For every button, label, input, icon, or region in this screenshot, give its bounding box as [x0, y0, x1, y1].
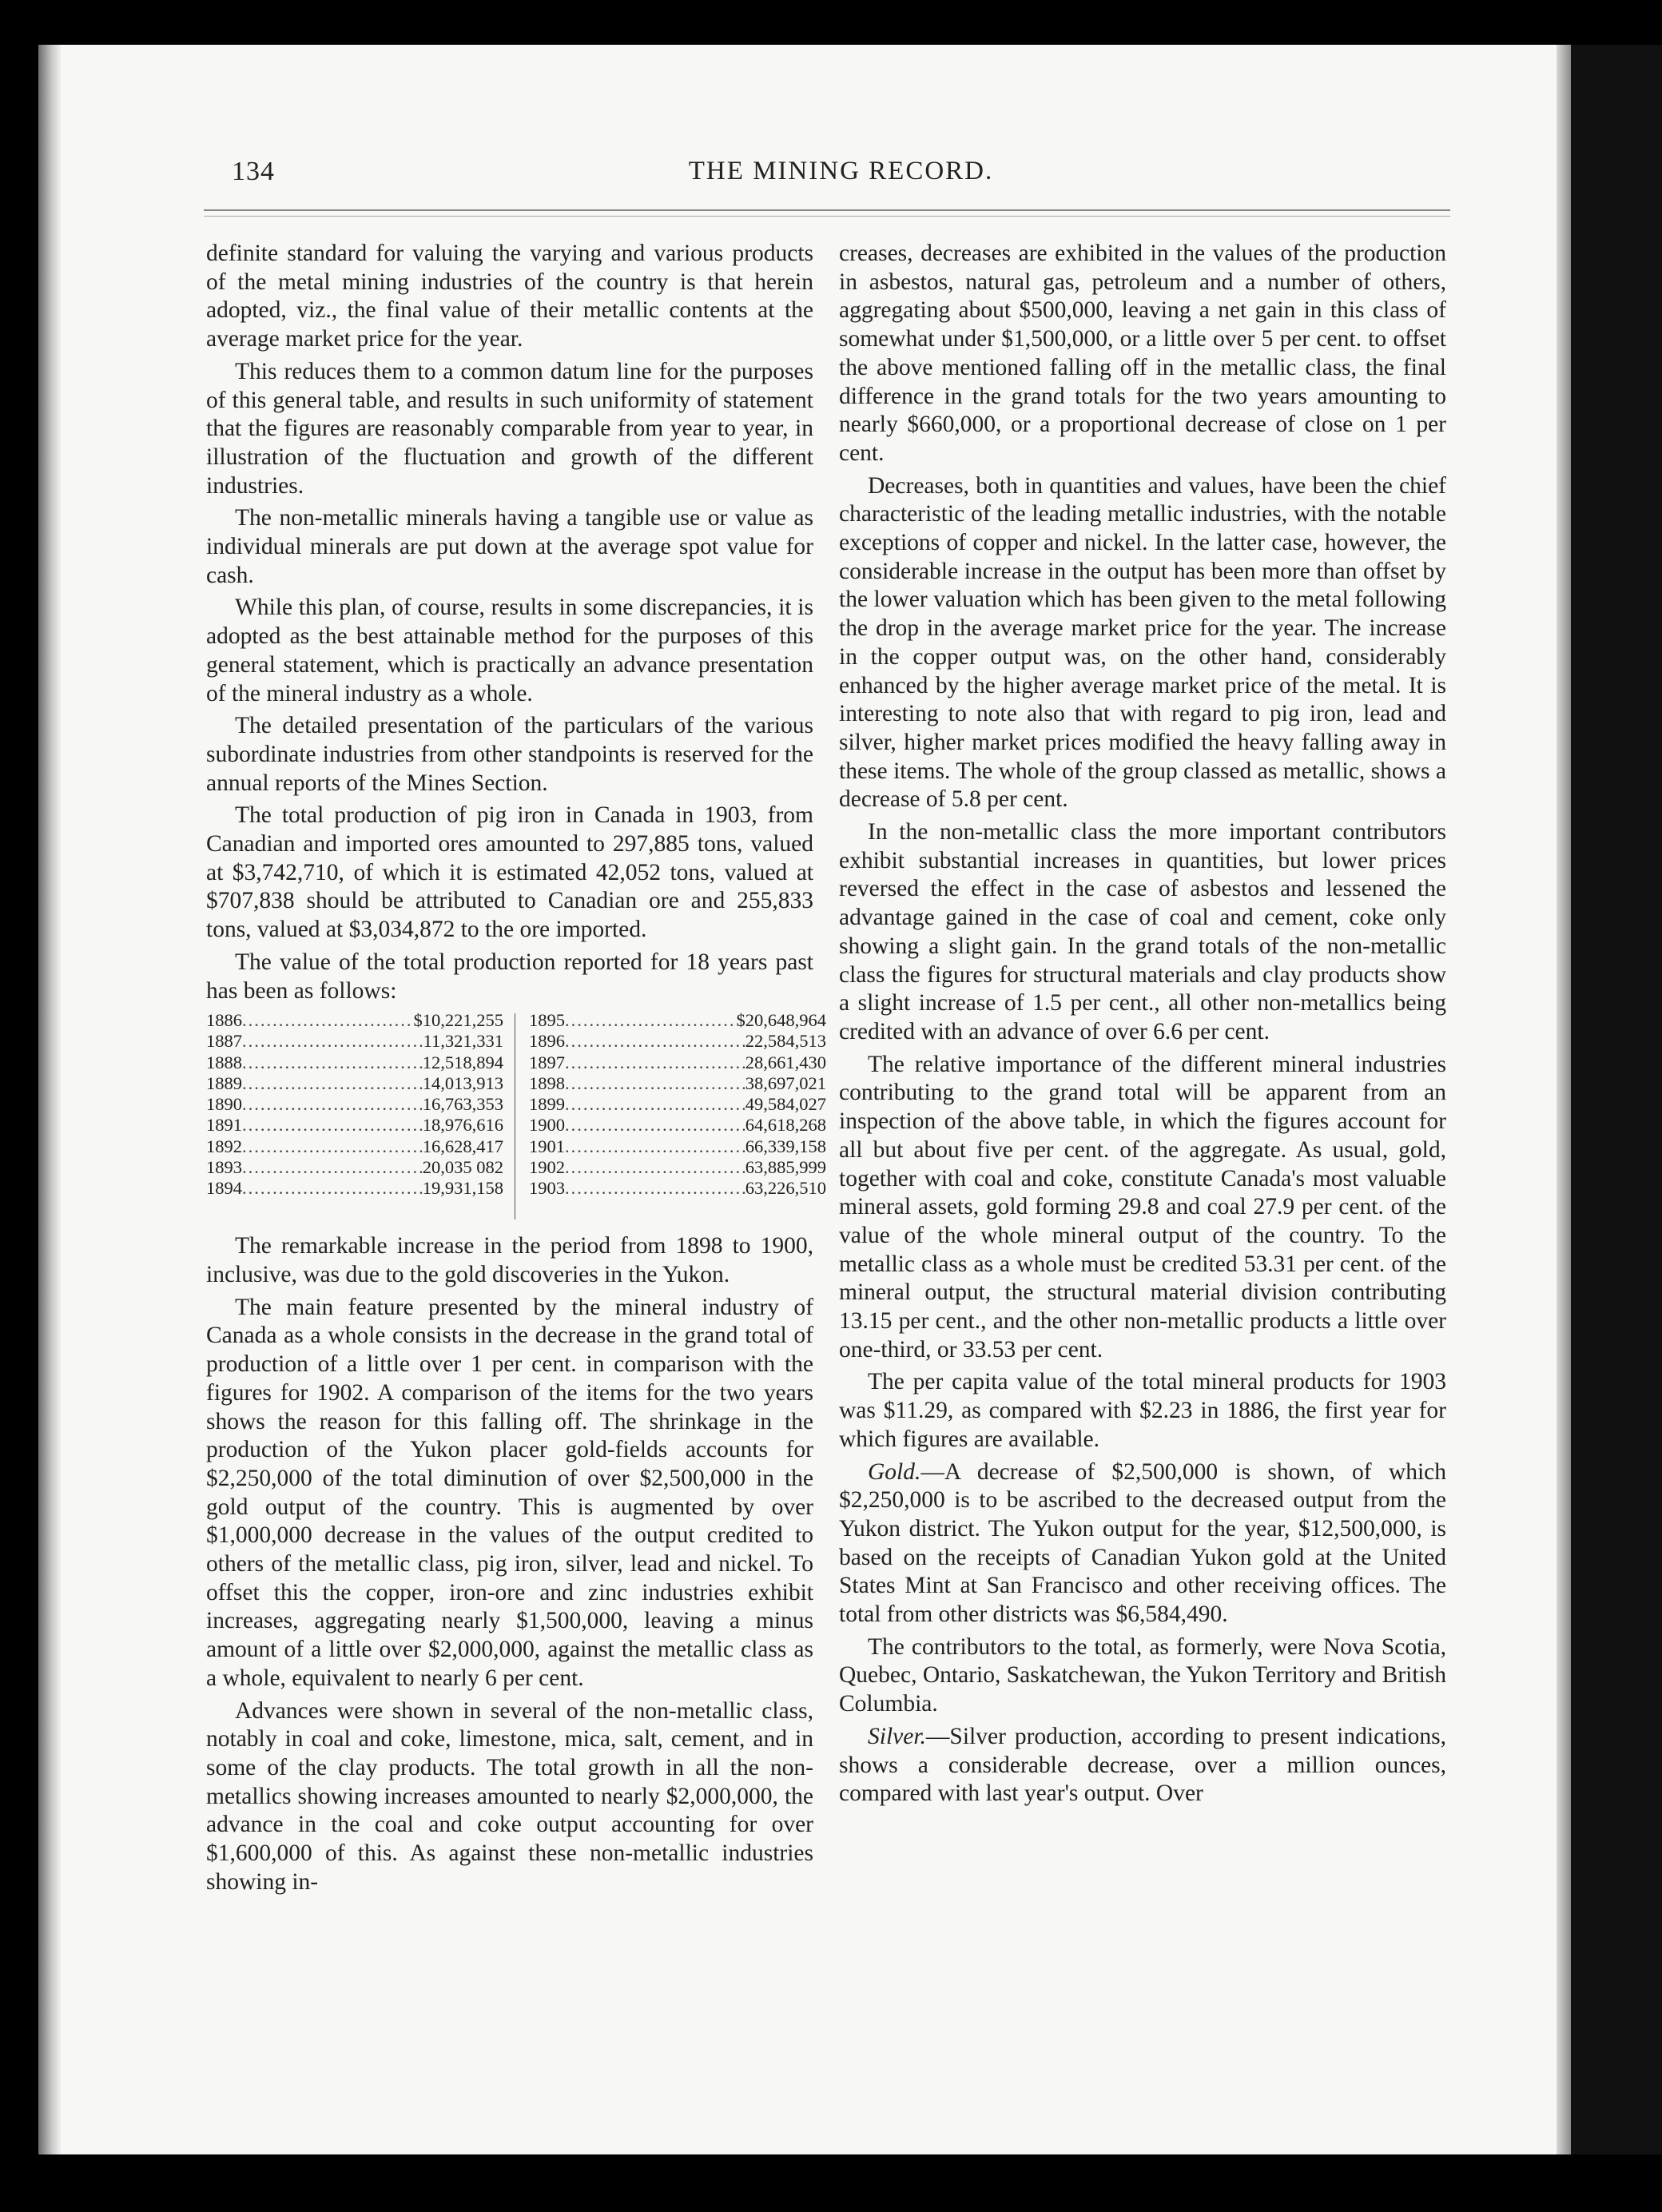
gold-heading: Gold.: [868, 1458, 921, 1485]
left-column: [206, 240, 826, 1900]
table-row: 1895 ..... $20,648,964: [529, 1010, 826, 1031]
gold-section: [839, 1458, 1446, 1629]
table-row: 1902 ..... 63,885,999: [529, 1157, 826, 1178]
silver-heading: Silver.: [868, 1723, 926, 1749]
paragraph: The detailed presentation of the particulars of the various subordinate industries from other standpoints is reserved for the annual reports of the Mines Section.: [206, 713, 813, 796]
paragraph: In the non-metallic class the more important contributors exhibit substantial increases in quantities, but lower prices reversed the effect in the case of asbestos and lessened the advantage gained in the case of coal and cement, coke only showing a slight gain. In the grand totals of the non-metallic class the figures for structural materials and clay products show a slight increase of 1.5 per cent., all other non-metallics being credited with an advance of over 6.6 per cent.: [839, 819, 1446, 1044]
production-table-right: [529, 1010, 826, 1199]
right-column: [839, 240, 1446, 1812]
paragraph: definite standard for valuing the varying and various products of the metal mining industries of the country is that herein adopted, viz., the final value of their metallic contents at the average market price for the year.: [206, 241, 813, 352]
table-row: 1886 ..... $10,221,255: [206, 1010, 503, 1031]
gold-text: —A decrease of $2,500,000 is shown, of which $2,250,000 is to be ascribed to the decreased output from the Yukon district. The Yukon output for the year, $12,500,000, is based on the receipts of Canadian Yukon gold at the United States Mint at San Francisco and other receiving offices. The total from other districts was $6,584,490.: [839, 1458, 1446, 1628]
table-row: 1893 ..... 20,035 082: [206, 1157, 503, 1178]
table-row: 1903 ..... 63,226,510: [529, 1178, 826, 1199]
paragraph: Advances were shown in several of the non-metallic class, notably in coal and coke, limestone, mica, salt, cement, and in some of the clay products. The total growth in all the non-metallics showing increases amounted to nearly $2,000,000, the advance in the coal and coke output accounting for over $1,600,000 of this. As against these non-metallic industries showing in-: [206, 1697, 813, 1895]
table-row: 1890 ..... 16,763,353: [206, 1094, 503, 1115]
scan-background: [1557, 45, 1662, 2154]
table-row: 1894 ..... 19,931,158: [206, 1178, 503, 1199]
paragraph: Decreases, both in quantities and values, have been the chief characteristic of the leading metallic industries, with the notable exceptions of copper and nickel. In the latter case, however, the considerable increase in the output has been more than offset by the lower valuation which has been given to the metal following the drop in the average market price for the year. The increase in the copper output was, on the other hand, considerably enhanced by the higher average market price of the metal. It is interesting to note also that with regard to pig iron, lead and silver, higher market prices modified the heavy falling away in these items. The whole of the group classed as metallic, shows a decrease of 5.8 per cent.: [839, 472, 1446, 813]
paragraph: The relative importance of the different mineral industries contributing to the grand total will be apparent from an inspection of the above table, in which the figures account for all but about five per cent. of the aggregate. As usual, gold, together with coal and coke, constitute Canada's most valuable mineral assets, gold forming 29.8 and coal 27.9 per cent. of the value of the whole mineral output of the country. To the metallic class as a whole must be credited 53.31 per cent. of the mineral output, the structural material division contributing 13.15 per cent., and the other non-metallic products a little over one-third, or 33.53 per cent.: [839, 1051, 1446, 1363]
silver-section: [839, 1723, 1446, 1808]
paragraph: The total production of pig iron in Canada in 1903, from Canadian and imported ores amounted to 297,885 tons, valued at $3,742,710, of which it is estimated 42,052 tons, valued at $707,838 should be attributed to Canadian ore and 255,833 tons, valued at $3,034,872 to the ore imported.: [206, 802, 813, 943]
paragraph: The contributors to the total, as formerly, were Nova Scotia, Quebec, Ontario, Saskatchewan, the Yukon Territory and British Columbia.: [839, 1633, 1446, 1717]
paragraph: The main feature presented by the mineral industry of Canada as a whole consists in the decrease in the grand total of production of a little over 1 per cent. in comparison with the figures for 1902. A comparison of the items for the two years shows the reason for this falling off. The shrinkage in the production of the Yukon placer gold-fields accounts for $2,250,000 of the total diminution of over $2,500,000 in the gold output of the country. This is augmented by over $1,000,000 decrease in the values of the output credited to others of the metallic class, pig iron, silver, lead and nickel. To offset this the copper, iron-ore and zinc industries exhibit increases, aggregating nearly $1,500,000, leaving a minus amount of a little over $2,000,000, against the metallic class as a whole, equivalent to nearly 6 per cent.: [206, 1294, 813, 1691]
table-row: 1887 ..... 11,321,331: [206, 1031, 503, 1052]
table-row: 1896 ..... 22,584,513: [529, 1031, 826, 1052]
table-row: 1892 ..... 16,628,417: [206, 1136, 503, 1157]
paragraph: The per capita value of the total mineral products for 1903 was $11.29, as compared with $2.23 in 1886, the first year for which figures are available.: [839, 1369, 1446, 1452]
table-row: 1889 ..... 14,013,913: [206, 1073, 503, 1094]
table-row: 1897 ..... 28,661,430: [529, 1052, 826, 1073]
header-rule: [204, 209, 1450, 217]
paragraph: The value of the total production reported for 18 years past has been as follows:: [206, 949, 813, 1004]
table-row: 1901 ..... 66,339,158: [529, 1136, 826, 1157]
table-row: 1898 ..... 38,697,021: [529, 1073, 826, 1094]
silver-text: —Silver production, according to present indications, shows a considerable decrease, over a million ounces, compared with last year's output. Over: [839, 1723, 1446, 1807]
paragraph: The remarkable increase in the period from 1898 to 1900, inclusive, was due to the gold discoveries in the Yukon.: [206, 1233, 813, 1287]
table-row: 1891 ..... 18,976,616: [206, 1115, 503, 1136]
paragraph: The non-metallic minerals having a tangible use or value as individual minerals are put down at the average spot value for cash.: [206, 505, 813, 588]
next-page-edge: [1557, 45, 1571, 2154]
page-number: 134: [232, 157, 275, 186]
production-table: [206, 1010, 826, 1224]
table-row: 1888 ..... 12,518,894: [206, 1052, 503, 1073]
paragraph: This reduces them to a common datum line for the purposes of this general table, and results in such uniformity of statement that the figures are reasonably comparable from year to year, in illustration of the fluctuation and growth of the different industries.: [206, 358, 813, 499]
paragraph: creases, decreases are exhibited in the values of the production in asbestos, natural gas, petroleum and a number of others, aggregating about $500,000, leaving a net gain in this class of somewhat under $1,500,000, or a little over 5 per cent. to offset the above mentioned falling off in the metallic class, the final difference in the grand totals for the two years amounting to nearly $660,000, or a proportional decrease of close on 1 per cent.: [839, 241, 1446, 466]
production-table-left: [206, 1010, 503, 1199]
running-title: THE MINING RECORD.: [688, 157, 994, 185]
table-row: 1900 ..... 64,618,268: [529, 1115, 826, 1136]
binding-edge: [38, 45, 61, 2154]
paragraph: While this plan, of course, results in some discrepancies, it is adopted as the best attainable method for the purposes of this general statement, which is practically an advance presentation of the mineral industry as a whole.: [206, 595, 813, 706]
page-header: [232, 157, 1450, 205]
table-row: 1899 ..... 49,584,027: [529, 1094, 826, 1115]
